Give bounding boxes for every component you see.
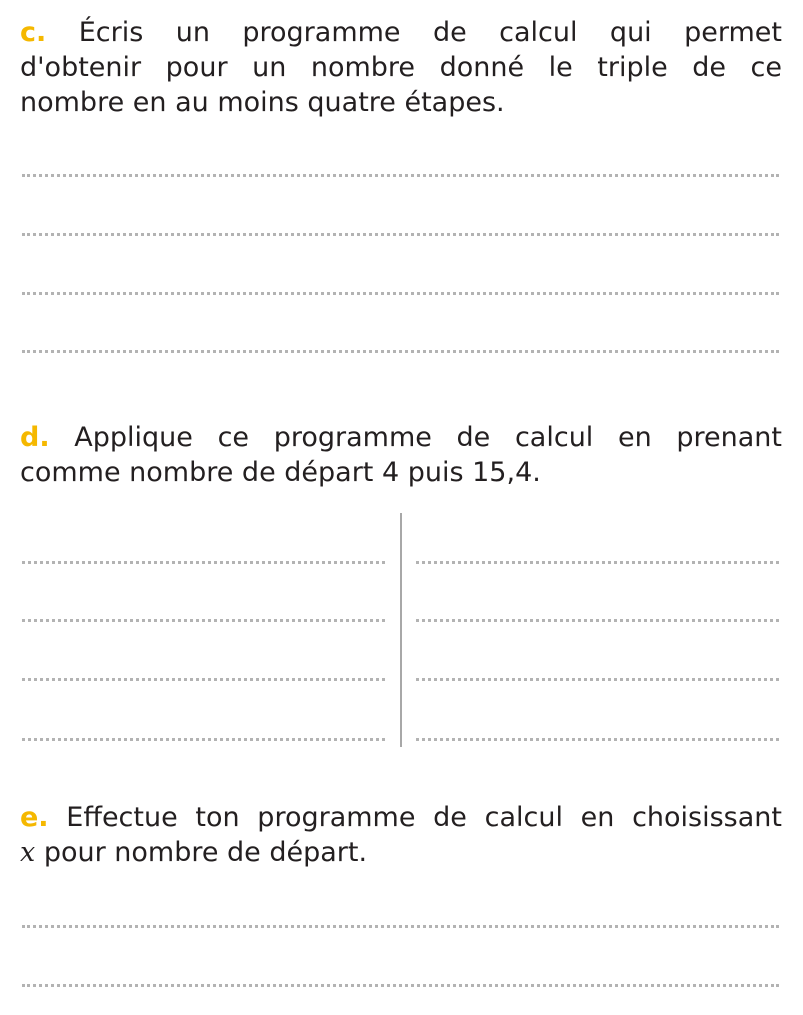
question-c — [20, 15, 782, 120]
question-d — [20, 420, 782, 490]
answer-line-d-right-1[interactable] — [416, 561, 779, 564]
answer-line-d-left-2[interactable] — [22, 619, 385, 622]
question-c-line-1: c. Écris un programme de calcul qui permet — [20, 17, 782, 48]
question-c-line-3: nombre en au moins quatre étapes. — [20, 87, 505, 118]
answer-line-c-4[interactable] — [22, 350, 779, 353]
variable-x: x — [20, 837, 36, 868]
answer-line-c-2[interactable] — [22, 233, 779, 236]
question-e-line-1: e. Effectue ton programme de calcul en choisissant — [20, 802, 782, 833]
answer-line-d-right-4[interactable] — [416, 738, 779, 741]
question-e — [20, 800, 782, 870]
question-d-line-2: comme nombre de départ 4 puis 15,4. — [20, 457, 541, 488]
answer-line-d-left-1[interactable] — [22, 561, 385, 564]
answer-line-d-left-4[interactable] — [22, 738, 385, 741]
answer-line-d-left-3[interactable] — [22, 678, 385, 681]
answer-line-c-1[interactable] — [22, 174, 779, 177]
answer-line-e-1[interactable] — [22, 925, 779, 928]
question-c-line-2: d'obtenir pour un nombre donné le triple de ce — [20, 52, 782, 83]
question-d-label: d. — [20, 422, 50, 453]
question-e-line-2: x pour nombre de départ. — [20, 837, 368, 868]
answer-line-d-right-2[interactable] — [416, 619, 779, 622]
question-e-label: e. — [20, 802, 49, 833]
answer-line-d-right-3[interactable] — [416, 678, 779, 681]
answer-line-c-3[interactable] — [22, 292, 779, 295]
answer-line-e-2[interactable] — [22, 984, 779, 987]
question-d-line-1: d. Applique ce programme de calcul en prenant — [20, 422, 782, 453]
question-c-label: c. — [20, 17, 47, 48]
column-divider — [400, 513, 402, 747]
